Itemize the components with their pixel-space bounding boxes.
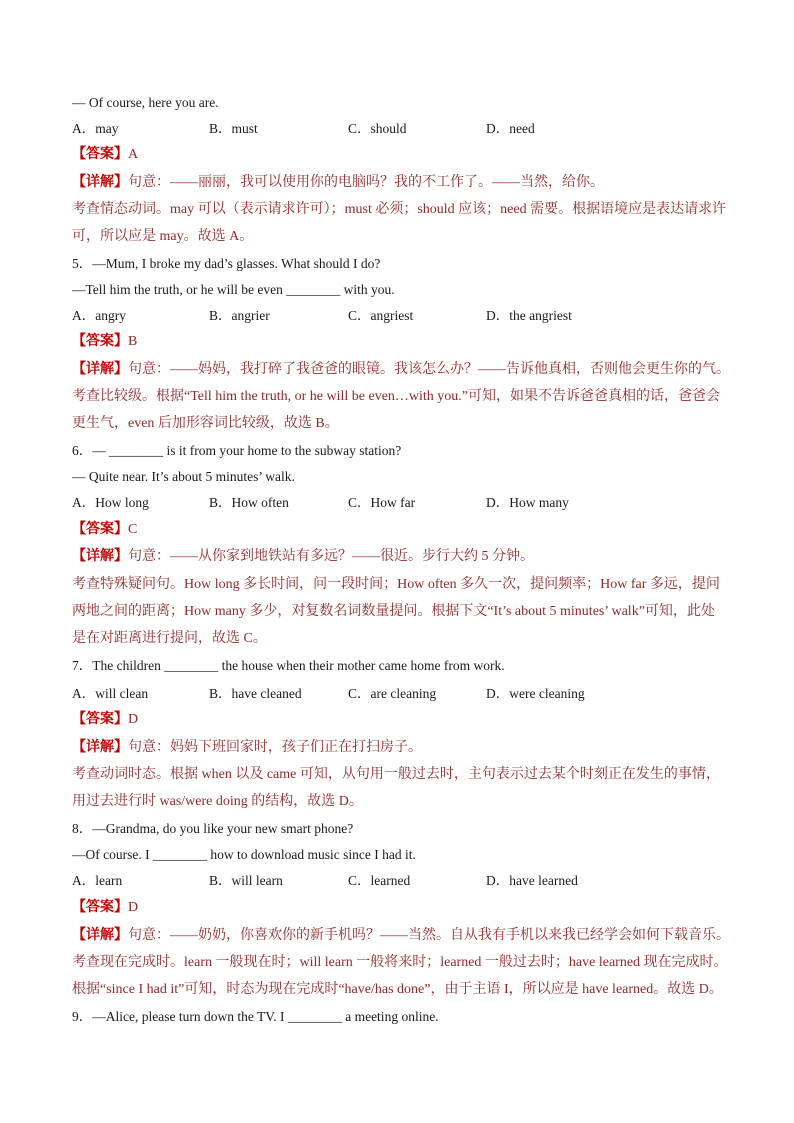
q5-explain-1: 考查比较级。根据“Tell him the truth, or he will be even…with you.”可知，如果不告诉爸爸真相的话，爸爸会 <box>72 389 721 404</box>
q6-explain-1: 考查特殊疑问句。How long 多长时间，问一段时间；How often 多久一次，提问频率；How far 多远，提问 <box>72 577 720 592</box>
q4-options <box>72 120 732 138</box>
q8-answer <box>72 899 732 917</box>
q6-option-d: D．How many <box>486 495 569 510</box>
q8-stem: 8．—Grandma, do you like your new smart phone? <box>72 821 354 836</box>
answer-value: A <box>128 147 139 162</box>
q4-detail <box>72 174 732 192</box>
q9-stem: 9．—Alice, please turn down the TV. I ________ a meeting online. <box>72 1009 439 1024</box>
q4-reply: — Of course, here you are. <box>72 95 219 110</box>
q4-explain-1: 考查情态动词。may 可以（表示请求许可）；must 必须；should 应该；need 需要。根据语境应是表达请求许 <box>72 202 727 217</box>
q4-option-b: B．must <box>209 121 258 136</box>
q8-option-c: C．learned <box>348 873 411 888</box>
q5-options <box>72 307 732 325</box>
q6-stem: 6．— ________ is it from your home to the subway station? <box>72 443 402 458</box>
q6-explain-2: 两地之间的距离；How many 多少，对复数名词数量提问。根据下文“It’s about 5 minutes’ walk”可知，此处 <box>72 604 715 619</box>
q5-reply: —Tell him the truth, or he will be even ________ with you. <box>72 282 395 297</box>
q4-option-c: C．should <box>348 121 407 136</box>
q6-reply: — Quite near. It’s about 5 minutes’ walk. <box>72 469 295 484</box>
q7-answer <box>72 711 732 729</box>
q5-answer <box>72 333 732 351</box>
q6-option-c: C．How far <box>348 495 416 510</box>
q4-explain-2: 可，所以应是 may。故选 A。 <box>72 229 254 244</box>
detail-tag: 【详解】 <box>72 549 128 564</box>
q6-option-a: A．How long <box>72 495 149 510</box>
q5-detail <box>72 361 732 379</box>
detail-text: 句意：——从你家到地铁站有多远？——很近。步行大约 5 分钟。 <box>128 549 534 564</box>
q8-detail <box>72 927 732 945</box>
detail-tag: 【详解】 <box>72 362 128 377</box>
q4-answer <box>72 146 732 164</box>
q8-option-d: D．have learned <box>486 873 578 888</box>
q6-answer <box>72 521 732 539</box>
q7-detail <box>72 739 732 757</box>
q4-option-d: D．need <box>486 121 535 136</box>
detail-text: 句意：——丽丽，我可以使用你的电脑吗？我的不工作了。——当然，给你。 <box>128 175 604 190</box>
q8-options <box>72 872 732 890</box>
q7-option-a: A．will clean <box>72 686 149 701</box>
q8-option-b: B．will learn <box>209 873 283 888</box>
answer-value: B <box>128 334 138 349</box>
q4-option-a: A．may <box>72 121 119 136</box>
q6-option-b: B．How often <box>209 495 289 510</box>
answer-tag: 【答案】 <box>72 147 128 162</box>
q5-option-a: A．angry <box>72 308 126 323</box>
q6-explain-3: 是在对距离进行提问，故选 C。 <box>72 631 267 646</box>
q7-option-b: B．have cleaned <box>209 686 302 701</box>
q7-option-d: D．were cleaning <box>486 686 585 701</box>
answer-tag: 【答案】 <box>72 334 128 349</box>
q7-options <box>72 685 732 703</box>
q8-option-a: A．learn <box>72 873 123 888</box>
answer-tag: 【答案】 <box>72 522 128 537</box>
q7-explain-1: 考查动词时态。根据 when 以及 came 可知，从句用一般过去时，主句表示过去某个时刻正在发生的事情， <box>72 767 720 782</box>
q6-detail <box>72 548 732 566</box>
q8-explain-1: 考查现在完成时。learn 一般现在时；will learn 一般将来时；learned 一般过去时；have learned 现在完成时。 <box>72 955 728 970</box>
detail-text: 句意：——妈妈，我打碎了我爸爸的眼镜。我该怎么办？——告诉他真相，否则他会更生你的气。 <box>128 362 730 377</box>
q7-option-c: C．are cleaning <box>348 686 437 701</box>
q5-stem: 5．—Mum, I broke my dad’s glasses. What should I do? <box>72 256 381 271</box>
q7-explain-2: 用过去进行时 was/were doing 的结构，故选 D。 <box>72 794 363 809</box>
q5-explain-2: 更生气，even 后加形容词比较级，故选 B。 <box>72 416 339 431</box>
answer-tag: 【答案】 <box>72 712 128 727</box>
q8-explain-2: 根据“since I had it”可知，时态为现在完成时“have/has done”，由于主语 I，所以应是 have learned。故选 D。 <box>72 982 723 997</box>
q6-options <box>72 494 732 512</box>
detail-tag: 【详解】 <box>72 928 128 943</box>
answer-value: C <box>128 522 138 537</box>
q5-option-c: C．angriest <box>348 308 414 323</box>
q7-stem: 7．The children ________ the house when their mother came home from work. <box>72 658 505 673</box>
q5-option-b: B．angrier <box>209 308 270 323</box>
q5-option-d: D．the angriest <box>486 308 572 323</box>
answer-value: D <box>128 712 139 727</box>
q8-reply: —Of course. I ________ how to download music since I had it. <box>72 847 416 862</box>
detail-tag: 【详解】 <box>72 175 128 190</box>
detail-text: 句意：妈妈下班回家时，孩子们正在打扫房子。 <box>128 740 422 755</box>
answer-value: D <box>128 900 139 915</box>
answer-tag: 【答案】 <box>72 900 128 915</box>
detail-tag: 【详解】 <box>72 740 128 755</box>
detail-text: 句意：——奶奶，你喜欢你的新手机吗？——当然。自从我有手机以来我已经学会如何下载音乐。 <box>128 928 730 943</box>
